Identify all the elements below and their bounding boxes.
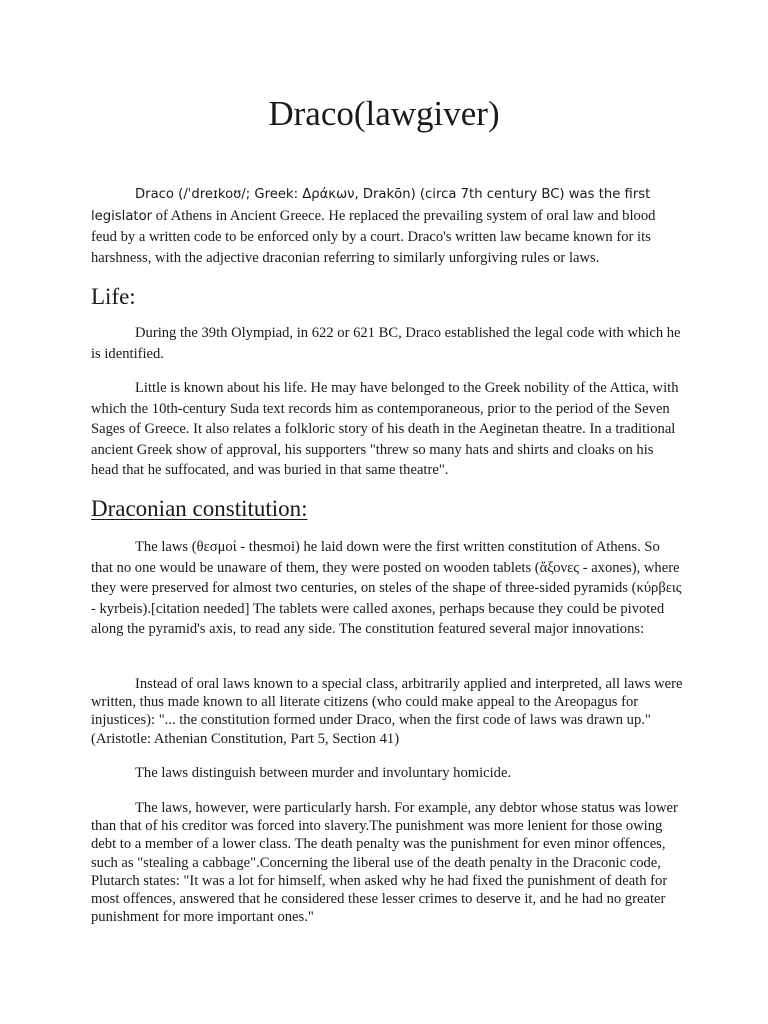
- intro-lead-text: Draco (/ˈdreɪkoʊ/; Greek: Δράκων, Drakōn) (circa 7th century BC) was the first legislator: [91, 187, 651, 224]
- intro-rest-text: of Athens in Ancient Greece. He replaced the prevailing system of oral law and blood feud by a written code to be enforced only by a court. Draco's written law became known for its harshness, with the adjective draconian referring to similarly unforgiving rules or laws.: [91, 207, 656, 266]
- life-paragraph-1: During the 39th Olympiad, in 622 or 621 BC, Draco established the legal code with which he is identified.: [91, 325, 681, 362]
- life-paragraph-2: Little is known about his life. He may have belonged to the Greek nobility of the Attica, with which the 10th-century Suda text records him as contemporaneous, prior to the period of the Seven Sages of Greece. It also relates a folkloric story of his death in the Aeginetan theatre. In a traditional ancient Greek show of approval, his supporters "threw so many hats and shirts and cloaks on his head that he suffocated, and was buried in that same theatre".: [91, 380, 679, 479]
- section-heading-life: Life:: [91, 284, 136, 309]
- constitution-paragraph-1: The laws (θεσμοί - thesmoi) he laid down were the first written constitution of Athens. So that no one would be unaware of them, they were posted on wooden tablets (ἄξονες - axones), where they were preserved for almost two centuries, on steles of the shape of three-sided pyramids (κύρβεις - kyrbeis).[citation needed] The tablets were called axones, perhaps because they could be pivoted along the pyramid's axis, to read any side. The constitution featured several major innovations:: [91, 539, 682, 638]
- constitution-paragraph-2: Instead of oral laws known to a special class, arbitrarily applied and interpreted, all laws were written, thus made known to all literate citizens (who could make appeal to the Areopagus for injustices): "... the constitution formed under Draco, when the first code of laws was drawn up." (Aristotle: Athenian Constitution, Part 5, Section 41): [91, 676, 683, 747]
- intro-paragraph: [91, 184, 683, 268]
- constitution-paragraph-3: The laws distinguish between murder and involuntary homicide.: [135, 765, 512, 781]
- section-heading-constitution: Draconian constitution:: [91, 496, 308, 521]
- page-title: Draco(lawgiver): [268, 94, 500, 133]
- constitution-paragraph-4: The laws, however, were particularly harsh. For example, any debtor whose status was lower than that of his creditor was forced into slavery.The punishment was more lenient for those owing debt to a member of a lower class. The death penalty was the punishment for even minor offences, such as "stealing a cabbage".Concerning the liberal use of the death penalty in the Draconic code, Plutarch states: "It was a lot for himself, when asked why he had fixed the punishment of death for most offences, answered that he considered these lesser crimes to deserve it, and he had no greater punishment for more important ones.": [91, 800, 678, 926]
